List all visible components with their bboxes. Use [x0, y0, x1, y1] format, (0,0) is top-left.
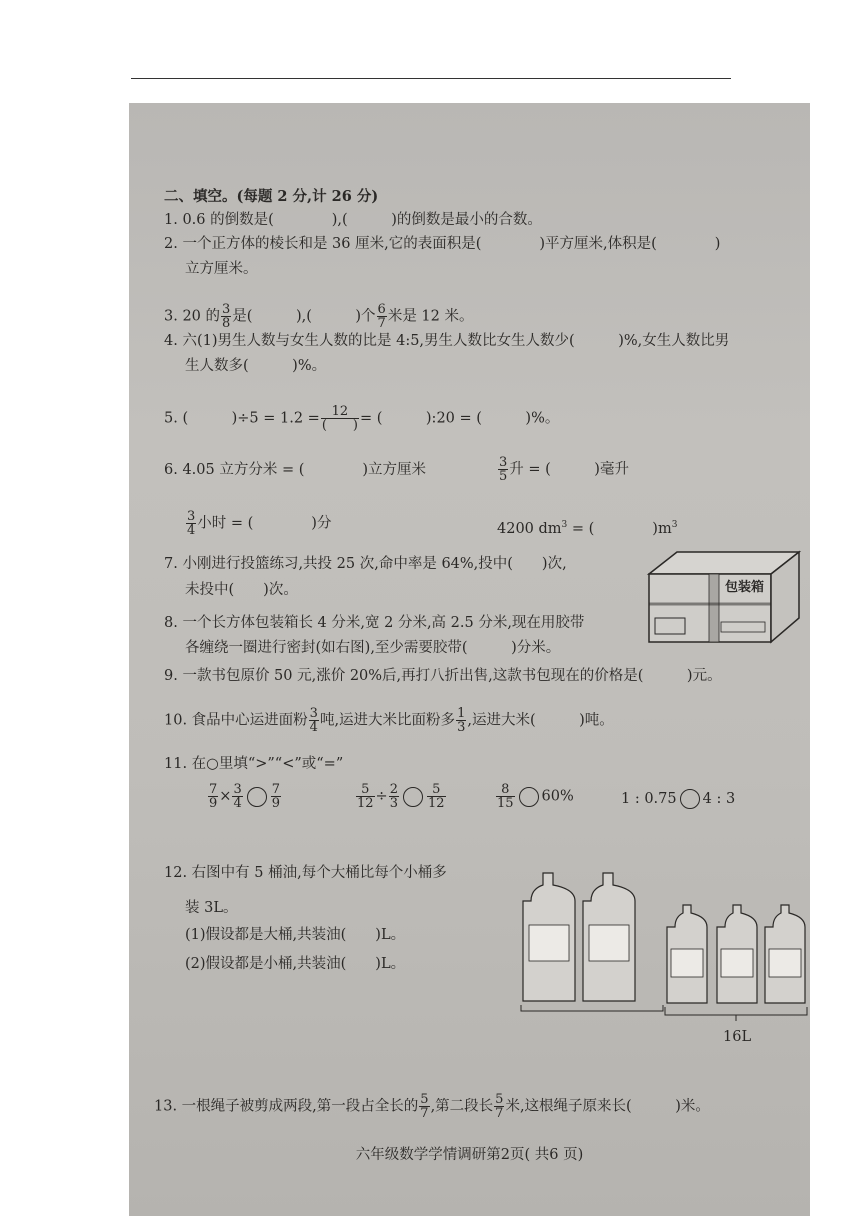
question-4-line1: 4. 六(1)男生人数与女生人数的比是 4:5,男生人数比女生人数少( )%,女生人数比男	[164, 333, 730, 349]
question-10	[164, 707, 614, 734]
compare-circle-2[interactable]	[403, 787, 423, 807]
oil-barrels-illustration	[517, 863, 809, 1023]
q10-fraction-1: $\frac{3}{4}$	[309, 706, 318, 735]
question-6-a: 6. 4.05 立方分米 = ( )立方厘米	[164, 462, 427, 478]
question-8-line1: 8. 一个长方体包装箱长 4 分米,宽 2 分米,高 2.5 分米,现在用胶带	[164, 615, 585, 631]
q6b-text: 升 = ( )毫升	[509, 461, 629, 478]
question-5	[164, 405, 559, 432]
question-6-d	[497, 515, 677, 539]
question-1: 1. 0.6 的倒数是( ),( )的倒数是最小的合数。	[164, 212, 542, 228]
q6d-sup-2: 3	[671, 520, 678, 530]
q10-text-b: 吨,运进大米比面粉多	[319, 712, 456, 729]
q3-fraction-b: $\frac{6}{7}$	[377, 302, 386, 331]
question-4-line2: 生人数多( )%。	[185, 358, 327, 374]
q6c-fraction: $\frac{3}{4}$	[187, 509, 196, 538]
question-12-sub1: (1)假设都是大桶,共装油( )L。	[185, 927, 406, 943]
q3-text-b: 是( ),( )个	[232, 308, 376, 325]
question-2-line1: 2. 一个正方体的棱长和是 36 厘米,它的表面积是( )平方厘米,体积是( )	[164, 236, 721, 252]
question-11: 11. 在○里填“>”“<”或“=”	[164, 756, 344, 772]
question-6-c	[185, 510, 331, 537]
q5-fraction: $\frac{12}{( )}$	[321, 404, 358, 433]
q3-text-a: 3. 20 的	[164, 308, 221, 325]
question-2-line2: 立方厘米。	[185, 261, 258, 277]
q13-text-a: 13. 一根绳子被剪成两段,第一段占全长的	[154, 1098, 419, 1115]
question-12-sub2: (2)假设都是小桶,共装油( )L。	[185, 956, 406, 972]
q10-fraction-2: $\frac{1}{3}$	[457, 706, 466, 735]
question-3	[164, 303, 474, 330]
q11-item-1: $\frac{7}{9}$ × $\frac{3}{4}$ $\frac{7}{9}$	[209, 782, 280, 811]
q13-fraction-1: $\frac{5}{7}$	[420, 1092, 429, 1121]
q11-item-3: $\frac{8}{15}$ 60%	[497, 782, 574, 811]
q6c-text: 小时 = ( )分	[197, 515, 332, 532]
q3-text-c: 米是 12 米。	[387, 308, 474, 325]
q6b-fraction: $\frac{3}{5}$	[499, 455, 508, 484]
compare-circle-3[interactable]	[519, 787, 539, 807]
exam-photo	[129, 103, 810, 1216]
q6d-sup-1: 3	[561, 520, 568, 530]
question-12-line2: 装 3L。	[185, 900, 238, 916]
q10-text-a: 10. 食品中心运进面粉	[164, 712, 308, 729]
q5-text-b: = ( ):20 = ( )%。	[359, 410, 560, 427]
q5-text-a: 5. ( )÷5 = 1.2 =	[164, 410, 320, 427]
q10-text-c: ,运进大米( )吨。	[467, 712, 614, 729]
question-13	[154, 1093, 710, 1120]
question-12-line1: 12. 右图中有 5 桶油,每个大桶比每个小桶多	[164, 865, 447, 881]
q13-text-b: ,第二段长	[430, 1098, 494, 1115]
oil-capacity-label: 16L	[723, 1029, 752, 1045]
section-title: 二、填空。(每题 2 分,计 26 分)	[164, 188, 379, 205]
q11-item-4: 1 : 0.75 4 : 3	[621, 791, 736, 807]
question-7-line2: 未投中( )次。	[185, 582, 298, 598]
q3-fraction-a: $\frac{3}{8}$	[222, 302, 231, 331]
q11-item-2: $\frac{5}{12}$ ÷ $\frac{2}{3}$ $\frac{5}{12}$	[357, 782, 445, 811]
question-6-b	[497, 456, 629, 483]
package-box-illustration	[643, 546, 803, 646]
question-8-line2: 各缠绕一圈进行密封(如右图),至少需要胶带( )分米。	[185, 640, 561, 656]
compare-circle-1[interactable]	[247, 787, 267, 807]
page-footer: 六年级数学学情调研第2页( 共6 页)	[355, 1147, 584, 1163]
q6d-text-2: = ( )m	[567, 520, 672, 537]
question-7-line1: 7. 小刚进行投篮练习,共投 25 次,命中率是 64%,投中( )次,	[164, 556, 567, 572]
box-label: 包装箱	[725, 580, 765, 595]
q6d-text-1: 4200 dm	[497, 520, 562, 537]
compare-circle-4[interactable]	[680, 789, 700, 809]
q13-text-c: 米,这根绳子原来长( )米。	[505, 1098, 710, 1115]
question-9: 9. 一款书包原价 50 元,涨价 20%后,再打八折出售,这款书包现在的价格是( )元。	[164, 668, 722, 684]
q13-fraction-2: $\frac{5}{7}$	[495, 1092, 504, 1121]
header-rule	[131, 78, 731, 79]
